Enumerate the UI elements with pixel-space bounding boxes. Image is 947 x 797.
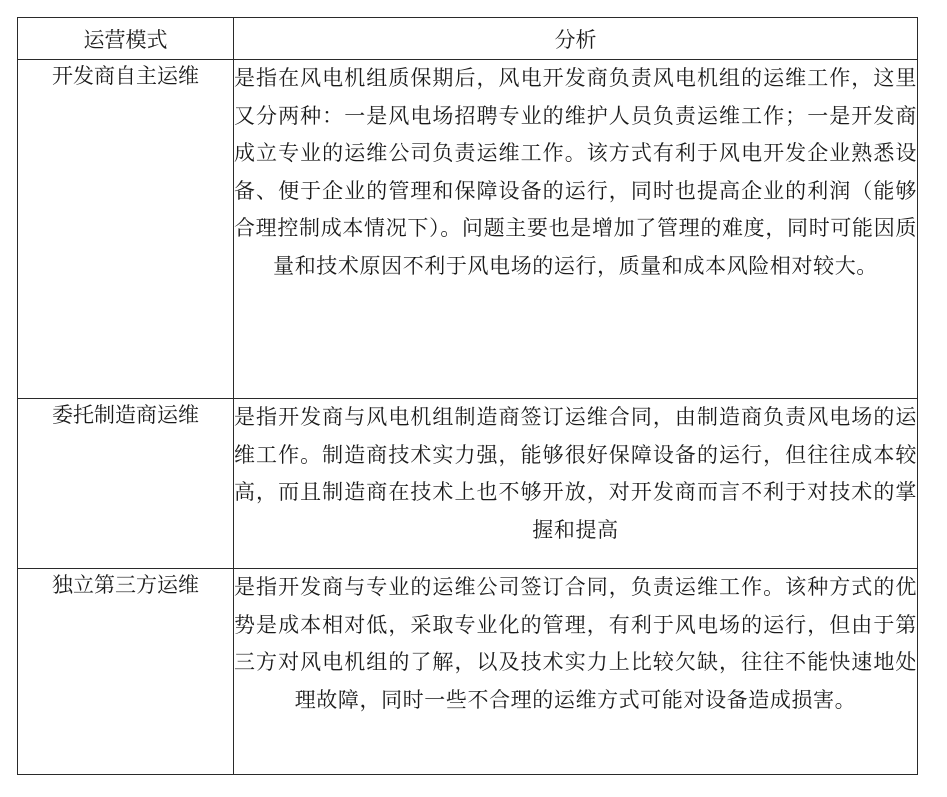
header-analysis: 分析 — [234, 18, 918, 60]
table-row — [18, 399, 918, 569]
table-header-row — [18, 18, 918, 60]
analysis-cell: 是指在风电机组质保期后，风电开发商负责风电机组的运维工作，这里又分两种：一是风电场招聘专业的维护人员负责运维工作；一是开发商成立专业的运维公司负责运维工作。该方式有利于风电开发企业熟悉设备、便于企业的管理和保障设备的运行，同时也提高企业的利润（能够合理控制成本情况下）。问题主要也是增加了管理的难度，同时可能因质量和技术原因不利于风电场的运行，质量和成本风险相对较大。 — [234, 60, 918, 399]
mode-cell: 委托制造商运维 — [18, 399, 234, 569]
analysis-cell: 是指开发商与专业的运维公司签订合同，负责运维工作。该种方式的优势是成本相对低，采取专业化的管理，有利于风电场的运行，但由于第三方对风电机组的了解，以及技术实力上比较欠缺，往往不能快速地处理故障，同时一些不合理的运维方式可能对设备造成损害。 — [234, 569, 918, 775]
mode-cell: 独立第三方运维 — [18, 569, 234, 775]
mode-cell: 开发商自主运维 — [18, 60, 234, 399]
table-row — [18, 60, 918, 399]
analysis-cell: 是指开发商与风电机组制造商签订运维合同，由制造商负责风电场的运维工作。制造商技术实力强，能够很好保障设备的运行，但往往成本较高，而且制造商在技术上也不够开放，对开发商而言不利于对技术的掌握和提高 — [234, 399, 918, 569]
table-row — [18, 569, 918, 775]
header-mode: 运营模式 — [18, 18, 234, 60]
operation-mode-table — [17, 17, 918, 775]
